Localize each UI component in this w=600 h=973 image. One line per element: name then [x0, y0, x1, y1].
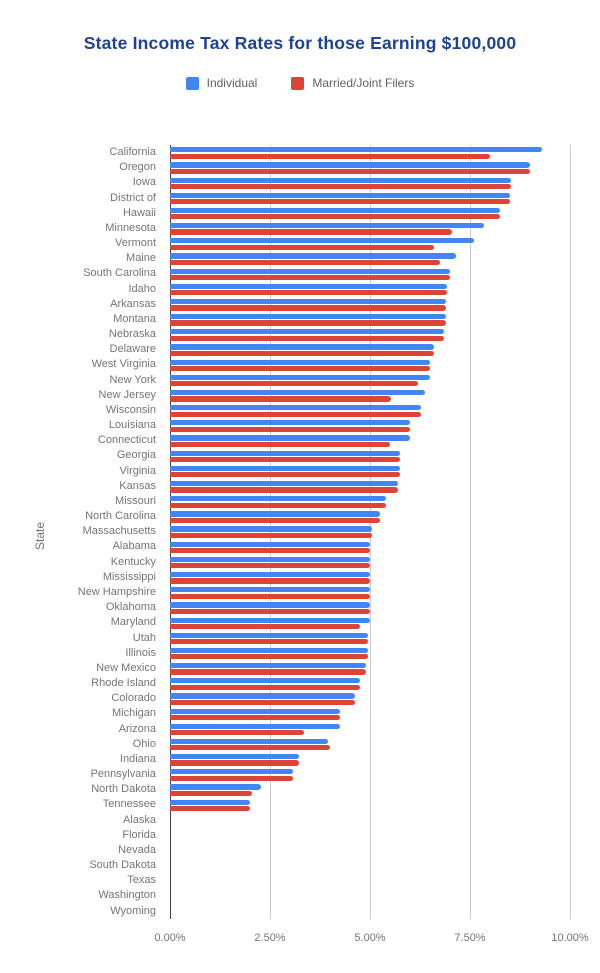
state-label: South Dakota	[89, 859, 156, 872]
x-tick-label: 7.50%	[454, 932, 486, 944]
row-bars	[170, 767, 600, 782]
row-bars	[170, 828, 600, 843]
row-bars	[170, 160, 600, 175]
married-bar	[170, 275, 450, 280]
married-bar	[170, 351, 434, 356]
chart-row	[0, 418, 600, 433]
row-bars	[170, 206, 600, 221]
individual-bar	[170, 253, 456, 258]
row-bars	[170, 615, 600, 630]
individual-bar	[170, 769, 293, 774]
state-label: Alabama	[112, 540, 156, 553]
row-bars	[170, 676, 600, 691]
chart-row	[0, 145, 600, 160]
chart-title: State Income Tax Rates for those Earning $100,000	[83, 33, 517, 53]
individual-bar	[170, 375, 430, 380]
state-label: Idaho	[128, 282, 156, 295]
state-label: Tennessee	[102, 798, 156, 811]
individual-bar	[170, 511, 380, 516]
individual-bar	[170, 208, 500, 213]
married-bar	[170, 442, 390, 447]
individual-bar	[170, 739, 328, 744]
married-bar	[170, 472, 400, 477]
state-label: Utah	[132, 631, 156, 644]
individual-bar	[170, 724, 340, 729]
individual-swatch-icon	[186, 77, 199, 90]
chart-row	[0, 221, 600, 236]
row-bars	[170, 266, 600, 281]
chart-row	[0, 600, 600, 615]
state-label: Nevada	[118, 843, 156, 856]
row-bars	[170, 373, 600, 388]
chart-row	[0, 373, 600, 388]
chart-row	[0, 175, 600, 190]
row-bars	[170, 843, 600, 858]
chart-row	[0, 448, 600, 463]
individual-bar	[170, 162, 530, 167]
chart-row	[0, 904, 600, 919]
individual-bar	[170, 496, 386, 501]
chart-row	[0, 782, 600, 797]
individual-bar	[170, 451, 400, 456]
chart-row	[0, 767, 600, 782]
state-label: Oklahoma	[105, 601, 156, 614]
chart-row	[0, 555, 600, 570]
married-bar	[170, 245, 434, 250]
row-bars	[170, 585, 600, 600]
row-bars	[170, 357, 600, 372]
state-label: Indiana	[119, 752, 156, 765]
individual-bar	[170, 693, 355, 698]
row-bars	[170, 737, 600, 752]
state-label: Wyoming	[110, 904, 156, 917]
row-bars	[170, 297, 600, 312]
individual-bar	[170, 481, 398, 486]
state-label: Ohio	[132, 737, 156, 750]
chart-row	[0, 631, 600, 646]
chart-row	[0, 570, 600, 585]
x-tick-label: 10.00%	[551, 932, 589, 944]
row-bars	[170, 251, 600, 266]
x-axis	[0, 932, 600, 946]
state-label: Iowa	[132, 176, 156, 189]
married-bar	[170, 396, 391, 401]
married-bar	[170, 366, 430, 371]
individual-bar	[170, 178, 511, 183]
married-bar	[170, 760, 299, 765]
legend-label-married: Married/Joint Filers	[312, 76, 415, 90]
married-bar	[170, 685, 360, 690]
row-bars	[170, 661, 600, 676]
state-label: Washington	[98, 889, 156, 902]
state-label: Missouri	[115, 494, 156, 507]
individual-bar	[170, 663, 366, 668]
row-bars	[170, 722, 600, 737]
individual-bar	[170, 223, 484, 228]
row-bars	[170, 145, 600, 160]
state-label: Nebraska	[108, 328, 156, 341]
married-bar	[170, 305, 446, 310]
chart-row	[0, 828, 600, 843]
chart-row	[0, 797, 600, 812]
row-bars	[170, 539, 600, 554]
row-bars	[170, 327, 600, 342]
row-bars	[170, 509, 600, 524]
bar-chart	[0, 145, 600, 944]
row-bars	[170, 631, 600, 646]
individual-bar	[170, 420, 410, 425]
row-bars	[170, 403, 600, 418]
married-bar	[170, 578, 370, 583]
married-bar	[170, 412, 421, 417]
state-label: New York	[109, 373, 156, 386]
row-bars	[170, 479, 600, 494]
state-label: Florida	[122, 828, 156, 841]
state-label: Louisiana	[108, 419, 156, 432]
legend-item-married	[291, 76, 414, 90]
individual-bar	[170, 360, 430, 365]
married-bar	[170, 336, 444, 341]
chart-row	[0, 539, 600, 554]
married-bar	[170, 563, 370, 568]
chart-row	[0, 479, 600, 494]
individual-bar	[170, 633, 368, 638]
chart-row	[0, 722, 600, 737]
individual-bar	[170, 329, 444, 334]
chart-row	[0, 888, 600, 903]
individual-bar	[170, 193, 510, 198]
married-bar	[170, 745, 330, 750]
chart-row	[0, 676, 600, 691]
state-label: Arizona	[118, 722, 156, 735]
row-bars	[170, 464, 600, 479]
state-label: Virginia	[119, 464, 156, 477]
chart-row	[0, 706, 600, 721]
chart-row	[0, 266, 600, 281]
state-label: Minnesota	[105, 221, 156, 234]
chart-row	[0, 873, 600, 888]
individual-bar	[170, 754, 299, 759]
married-bar	[170, 639, 368, 644]
married-bar	[170, 199, 510, 204]
row-bars	[170, 388, 600, 403]
row-bars	[170, 570, 600, 585]
chart-row	[0, 206, 600, 221]
chart-row	[0, 357, 600, 372]
row-bars	[170, 904, 600, 919]
row-bars	[170, 236, 600, 251]
state-label: Connecticut	[97, 434, 156, 447]
state-label: Georgia	[116, 449, 156, 462]
chart-row	[0, 509, 600, 524]
individual-bar	[170, 466, 400, 471]
chart-row	[0, 327, 600, 342]
individual-bar	[170, 526, 372, 531]
chart-row	[0, 433, 600, 448]
x-tick-label: 5.00%	[354, 932, 386, 944]
chart-row	[0, 661, 600, 676]
row-bars	[170, 342, 600, 357]
state-label: Delaware	[109, 343, 156, 356]
state-label: Hawaii	[122, 206, 156, 219]
chart-row	[0, 388, 600, 403]
state-label: Mississippi	[102, 570, 156, 583]
married-bar	[170, 260, 440, 265]
legend-item-individual	[186, 76, 258, 90]
individual-bar	[170, 542, 370, 547]
chart-row	[0, 813, 600, 828]
chart-row	[0, 160, 600, 175]
individual-bar	[170, 314, 446, 319]
married-bar	[170, 791, 252, 796]
row-bars	[170, 646, 600, 661]
chart-row	[0, 251, 600, 266]
chart-row	[0, 464, 600, 479]
row-bars	[170, 418, 600, 433]
chart-row	[0, 191, 600, 206]
chart-row	[0, 312, 600, 327]
married-bar	[170, 487, 398, 492]
individual-bar	[170, 648, 368, 653]
row-bars	[170, 175, 600, 190]
row-bars	[170, 448, 600, 463]
row-bars	[170, 752, 600, 767]
chart-row	[0, 585, 600, 600]
married-bar	[170, 730, 304, 735]
individual-bar	[170, 435, 410, 440]
state-label: District of	[110, 191, 156, 204]
chart-row	[0, 494, 600, 509]
individual-bar	[170, 800, 250, 805]
individual-bar	[170, 618, 370, 623]
married-bar	[170, 320, 446, 325]
state-label: New Jersey	[98, 388, 156, 401]
married-bar	[170, 715, 340, 720]
row-bars	[170, 706, 600, 721]
state-label: North Carolina	[85, 510, 156, 523]
row-bars	[170, 873, 600, 888]
married-bar	[170, 806, 250, 811]
legend-label-individual: Individual	[206, 76, 258, 90]
married-bar	[170, 700, 355, 705]
chart-row	[0, 342, 600, 357]
individual-bar	[170, 269, 450, 274]
state-label: Kentucky	[110, 555, 156, 568]
individual-bar	[170, 238, 474, 243]
married-bar	[170, 214, 500, 219]
individual-bar	[170, 557, 370, 562]
chart-row	[0, 236, 600, 251]
row-bars	[170, 282, 600, 297]
married-bar	[170, 669, 366, 674]
state-label: Texas	[127, 874, 156, 887]
state-label: West Virginia	[91, 358, 156, 371]
individual-bar	[170, 587, 370, 592]
state-label: California	[109, 146, 156, 158]
state-label: Arkansas	[110, 297, 156, 310]
state-label: Michigan	[111, 707, 156, 720]
row-bars	[170, 555, 600, 570]
row-bars	[170, 888, 600, 903]
state-label: Rhode Island	[91, 677, 156, 690]
row-bars	[170, 221, 600, 236]
state-label: Colorado	[111, 692, 156, 705]
individual-bar	[170, 390, 425, 395]
married-bar	[170, 184, 511, 189]
married-bar	[170, 290, 447, 295]
married-bar	[170, 776, 293, 781]
state-label: New Mexico	[96, 661, 156, 674]
state-label: Vermont	[115, 237, 156, 250]
married-bar	[170, 548, 370, 553]
married-bar	[170, 624, 360, 629]
y-axis-title: State	[33, 521, 48, 551]
chart-row	[0, 752, 600, 767]
married-bar	[170, 503, 386, 508]
chart-row	[0, 282, 600, 297]
individual-bar	[170, 147, 542, 152]
individual-bar	[170, 299, 446, 304]
row-bars	[170, 494, 600, 509]
chart-row	[0, 843, 600, 858]
married-bar	[170, 594, 370, 599]
row-bars	[170, 524, 600, 539]
individual-bar	[170, 284, 447, 289]
chart-row	[0, 737, 600, 752]
chart-row	[0, 691, 600, 706]
married-swatch-icon	[291, 77, 304, 90]
x-tick-label: 2.50%	[254, 932, 286, 944]
chart-row	[0, 524, 600, 539]
state-label: Massachusetts	[82, 525, 156, 538]
state-label: Pennsylvania	[90, 768, 156, 781]
row-bars	[170, 312, 600, 327]
married-bar	[170, 154, 490, 159]
row-bars	[170, 813, 600, 828]
married-bar	[170, 229, 452, 234]
state-label: Illinois	[125, 646, 156, 659]
state-label: New Hampshire	[77, 585, 156, 598]
individual-bar	[170, 784, 261, 789]
x-tick-label: 0.00%	[154, 932, 186, 944]
married-bar	[170, 518, 380, 523]
chart-row	[0, 403, 600, 418]
married-bar	[170, 457, 400, 462]
chart-legend	[0, 76, 600, 90]
row-bars	[170, 858, 600, 873]
row-bars	[170, 797, 600, 812]
state-label: Alaska	[122, 813, 156, 826]
chart-row	[0, 858, 600, 873]
state-label: Oregon	[119, 161, 156, 174]
row-bars	[170, 691, 600, 706]
state-label: Montana	[113, 312, 156, 325]
state-label: North Dakota	[91, 783, 156, 796]
row-bars	[170, 600, 600, 615]
row-bars	[170, 782, 600, 797]
married-bar	[170, 169, 530, 174]
married-bar	[170, 654, 368, 659]
married-bar	[170, 427, 410, 432]
chart-row	[0, 297, 600, 312]
state-label: Maine	[126, 252, 156, 265]
individual-bar	[170, 709, 340, 714]
row-bars	[170, 191, 600, 206]
chart-rows	[0, 145, 600, 919]
married-bar	[170, 533, 372, 538]
married-bar	[170, 381, 418, 386]
married-bar	[170, 609, 370, 614]
individual-bar	[170, 572, 370, 577]
individual-bar	[170, 405, 421, 410]
row-bars	[170, 433, 600, 448]
chart-row	[0, 646, 600, 661]
individual-bar	[170, 344, 434, 349]
state-label: Wisconsin	[105, 403, 156, 416]
chart-row	[0, 615, 600, 630]
state-label: Kansas	[119, 479, 156, 492]
individual-bar	[170, 602, 370, 607]
state-label: South Carolina	[83, 267, 156, 280]
state-label: Maryland	[110, 616, 156, 629]
individual-bar	[170, 678, 360, 683]
